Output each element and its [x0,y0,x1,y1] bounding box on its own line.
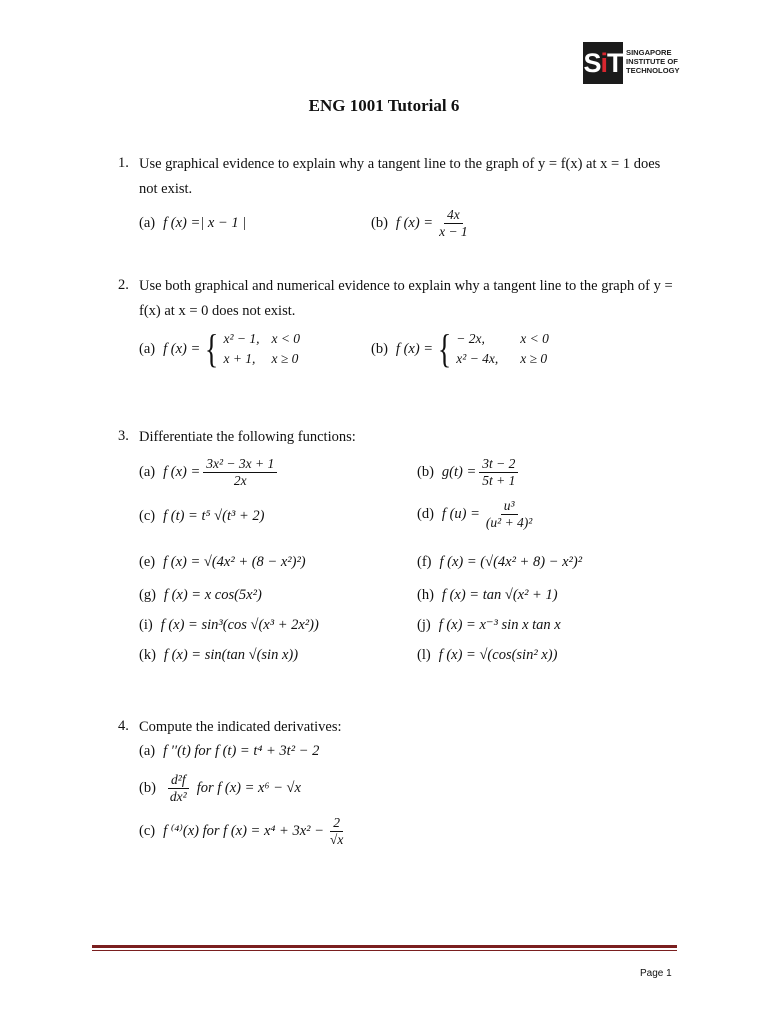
q4-number: 4. [118,718,129,734]
q2-number: 2. [118,277,129,293]
q1-part-b: (b) f (x) = $\frac{4x}{x - 1}$ [371,207,468,239]
q3-part-i: (i) f (x) = sin³(cos √(x³ + 2x²)) [139,617,319,633]
q3-part-k: (k) f (x) = sin(tan √(sin x)) [139,647,299,663]
page-title: ENG 1001 Tutorial 6 [308,96,460,115]
q4-part-c: (c) f ⁽⁴⁾(x) for f (x) = x⁴ + 3x² − $\frac{2}{√x}$ [139,815,344,847]
q2-part-a: (a) f (x) = { x² − 1, x < 0 x + 1, x ≥ 0 [139,326,301,371]
q3-part-c: (c) f (t) = t⁵ √(t³ + 2) [139,508,265,524]
q3-part-l: (l) f (x) = √(cos(sin² x)) [417,647,558,663]
q3-part-f: (f) f (x) = (√(4x² + 8) − x²)² [417,554,583,570]
logo-mark: SiT [583,42,623,84]
q3-part-d: (d) f (u) = $\frac{\text{u³}}{\text{(u² + 4)²}}$ [417,498,533,530]
sit-logo [583,42,679,84]
q3-part-h: (h) f (x) = tan √(x² + 1) [417,587,558,603]
footer-rule [92,945,677,948]
q3-text: Differentiate the following functions: [139,429,356,445]
q3-part-b: (b) g(t) = $\frac{3t - 2}{5t + 1}$ [417,456,521,489]
q3-part-j: (j) f (x) = x⁻³ sin x tan x [417,617,561,633]
q1-part-a: (a) f (x) =| x − 1 | [139,215,247,231]
logo-words: SINGAPORE INSTITUTE OF TECHNOLOGY [626,48,680,75]
q2-part-b: (b) f (x) = { − 2x, x < 0 x² − 4x, x ≥ 0 [371,326,549,371]
q3-part-a: (a) f (x) = $\frac{\text{3x² − 3x + 1}}{2x}$ [139,456,280,489]
q4-part-a: (a) f ′′(t) for f (t) = t⁴ + 3t² − 2 [139,743,320,759]
q1-text: Use graphical evidence to explain why a tangent line to the graph of y = f(x) at x = 1 does not exist. [139,156,661,197]
q4-part-b: (b) $\frac{\text{d²f}}{\text{dx²}}$ for f (x) = x⁶ − √x [139,772,301,804]
q3-part-e: (e) f (x) = √(4x² + (8 − x²)²) [139,554,306,570]
q3-part-g: (g) f (x) = x cos(5x²) [139,587,262,603]
footer-rule-thin [92,950,677,951]
q3-number: 3. [118,428,129,444]
page-number: Page 1 [640,968,672,979]
q1-number: 1. [118,155,129,171]
q4-text: Compute the indicated derivatives: [139,719,342,735]
q2-text: Use both graphical and numerical evidence to explain why a tangent line to the graph of y = f(x) at x = 0 does not exist. [139,278,673,319]
